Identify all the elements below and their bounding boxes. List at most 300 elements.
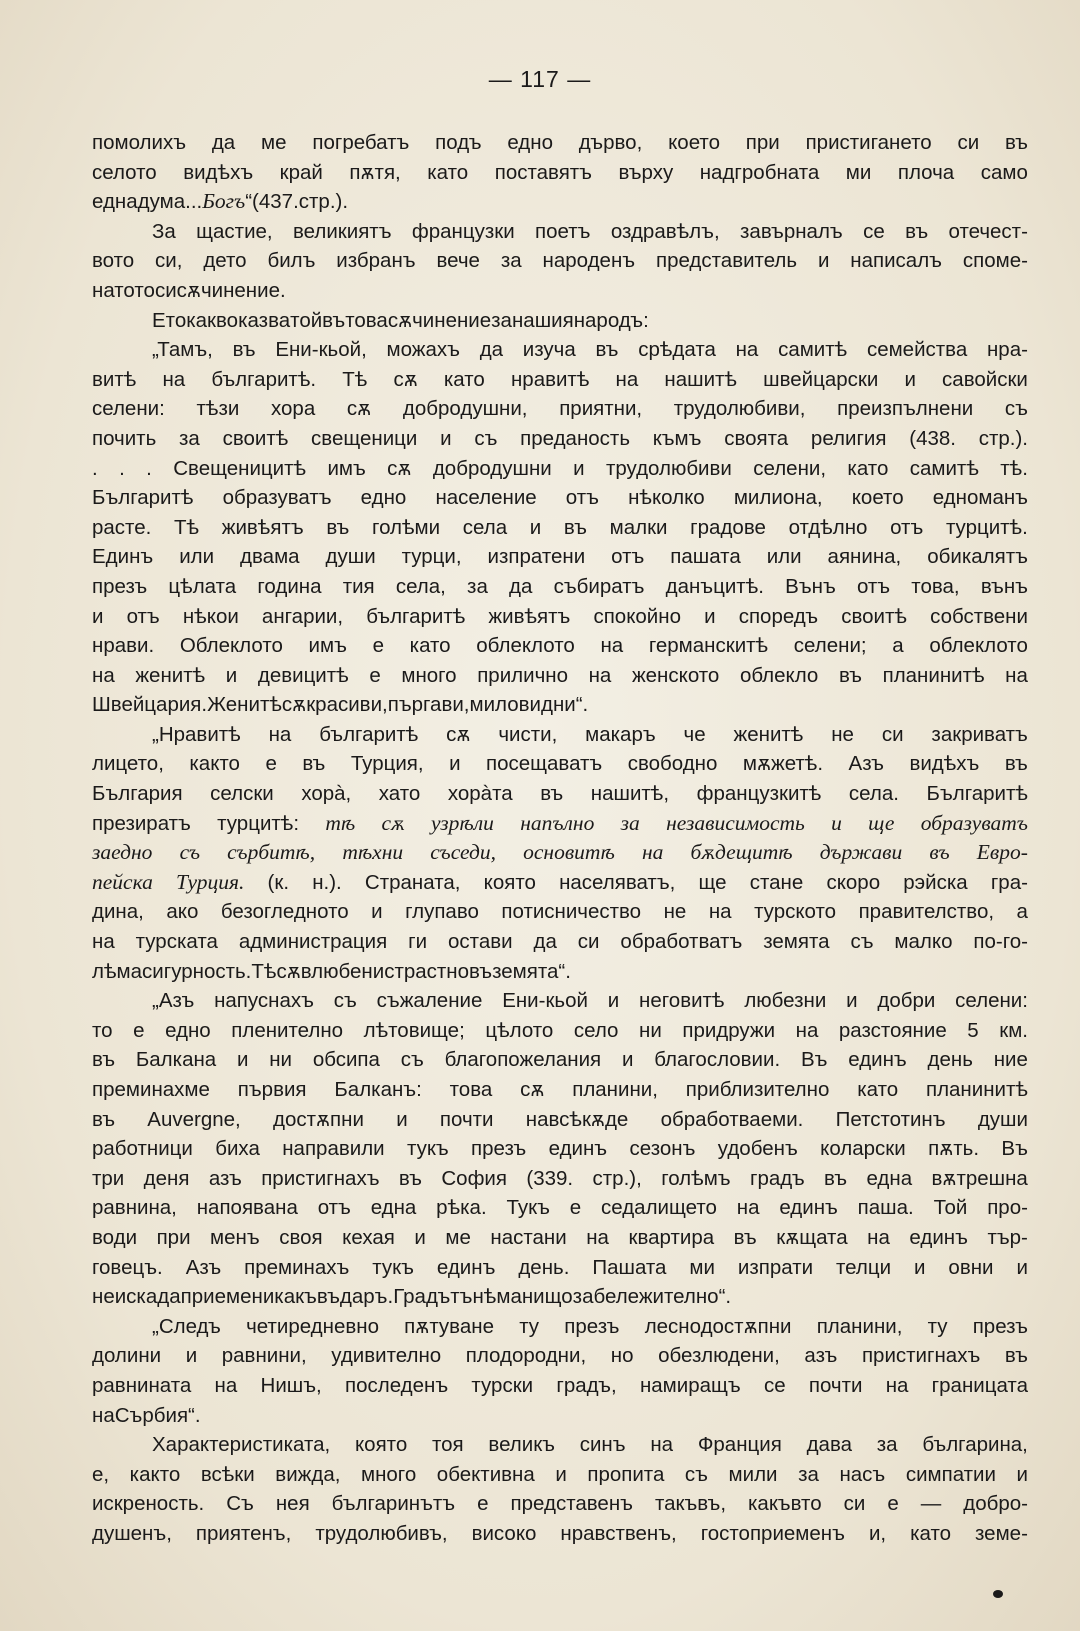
word: обикалятъ: [927, 545, 1028, 569]
word: вото: [92, 249, 135, 273]
word: написалъ: [850, 249, 942, 273]
word: като: [443, 367, 485, 391]
word: на: [92, 930, 115, 954]
word: избранъ: [336, 249, 416, 273]
word: самитѣ: [909, 456, 979, 480]
word: обсипа: [312, 1048, 380, 1072]
word: мили: [728, 1462, 778, 1486]
word: турци,: [401, 545, 462, 569]
text-line: [92, 779, 1028, 809]
word: можахъ: [386, 338, 460, 362]
word: Свещеницитѣ: [173, 456, 307, 480]
word: .: [190, 190, 197, 214]
text-line: [92, 1401, 1028, 1431]
word: семейства: [866, 338, 968, 362]
word: Градътъ: [393, 1285, 473, 1309]
ink-blot: [993, 1590, 1003, 1598]
text-line: [92, 1045, 1028, 1075]
text-line: [92, 1105, 1028, 1135]
word: на: [650, 1433, 674, 1457]
word: и: [904, 367, 916, 391]
italic-word: ще: [868, 810, 895, 835]
word: се: [863, 219, 885, 243]
word: а: [892, 634, 904, 658]
word: За: [152, 219, 176, 243]
text-line: [92, 276, 1028, 306]
word: всѣки: [200, 1462, 255, 1486]
word: удобенъ: [717, 1137, 798, 1161]
word: ми: [845, 160, 872, 184]
text-line: [92, 187, 1028, 217]
word: души: [325, 545, 376, 569]
word: лѣтовище;: [363, 1018, 465, 1042]
word: сѫ: [281, 693, 307, 717]
word: едно: [360, 486, 407, 510]
word: нашитѣ: [664, 367, 737, 391]
word: надгробната: [699, 160, 820, 184]
word: тукъ: [372, 1255, 414, 1279]
word: биха: [215, 1137, 260, 1161]
word: искреность.: [92, 1492, 205, 1516]
text-line: [92, 128, 1028, 158]
word: градове: [690, 515, 766, 539]
word: Ето: [152, 308, 187, 332]
word: земята: [763, 930, 830, 954]
word: облеклото: [929, 634, 1028, 658]
word: добри: [877, 989, 936, 1013]
word: н.).: [312, 870, 342, 894]
text-line: [92, 986, 1028, 1016]
word: на: [162, 367, 186, 391]
word: завърналъ: [740, 219, 843, 243]
word: подъ: [435, 131, 482, 154]
word: селени:: [92, 397, 165, 421]
word: про-: [987, 1196, 1028, 1220]
word: лѣма: [92, 959, 143, 983]
word: разстояние: [838, 1018, 947, 1042]
word: любезни: [744, 989, 827, 1013]
word: натото: [92, 278, 155, 302]
word: говецъ.: [92, 1255, 163, 1279]
word: че: [683, 722, 706, 746]
word: казва: [238, 308, 291, 332]
word: селени;: [793, 634, 867, 658]
text-line: [92, 957, 1028, 987]
word: видѣхъ: [909, 752, 980, 776]
word: планинитѣ: [925, 1078, 1028, 1101]
word: своитѣ: [222, 426, 289, 450]
word: (к.: [267, 870, 290, 894]
word: паша.: [857, 1196, 914, 1220]
word: имъ: [327, 456, 366, 480]
word: народъ:: [573, 308, 649, 332]
word: свещеници: [311, 426, 418, 450]
word: и: [225, 663, 238, 687]
word: земята“.: [492, 959, 571, 983]
word: на: [795, 1018, 819, 1042]
word: отдѣлно: [788, 515, 868, 539]
word: скоро: [826, 870, 881, 894]
italic-word: независимость: [666, 810, 805, 835]
word: добродушни,: [402, 397, 528, 421]
word: Страната,: [364, 870, 461, 894]
word: пашата: [670, 545, 741, 569]
word: Азъ: [185, 1255, 222, 1279]
word: приблизително: [685, 1078, 830, 1101]
word: на: [615, 367, 639, 391]
italic-word: заедно: [92, 840, 153, 865]
word: презъ: [92, 574, 148, 598]
word: работници: [92, 1137, 193, 1161]
italic-word: за: [620, 810, 640, 835]
word: милиона,: [733, 486, 823, 510]
word: администрация: [238, 930, 388, 954]
word: билъ: [267, 249, 316, 273]
word: е: [569, 1196, 582, 1220]
word: презиратъ: [92, 811, 191, 835]
word: съ: [333, 989, 357, 1013]
italic-word: съ: [179, 840, 201, 865]
word: градъ: [750, 1166, 805, 1190]
word: или: [179, 545, 215, 569]
word: поставятъ: [494, 160, 592, 184]
word: страстно: [384, 959, 470, 983]
word: България: [92, 782, 183, 806]
word: приеме: [180, 1285, 252, 1309]
word: съжаление: [376, 989, 483, 1013]
word: Единъ: [92, 545, 154, 569]
word: високо: [471, 1521, 537, 1545]
word: въ: [824, 1166, 848, 1190]
word: Нишъ,: [260, 1373, 322, 1397]
word: преминахме: [92, 1078, 210, 1101]
word: Сърбия“.: [114, 1403, 201, 1427]
word: Характеристиката,: [152, 1433, 331, 1457]
word: въ: [92, 1107, 116, 1131]
word: единъ: [909, 1225, 968, 1249]
text-line: [92, 454, 1028, 484]
italic-word: бѫдещитѣ: [690, 840, 793, 865]
word: за: [500, 249, 522, 273]
text-line: [92, 927, 1028, 957]
word: пъргави,: [387, 693, 470, 717]
word: си: [154, 278, 177, 302]
word: трудолюбиви,: [673, 397, 806, 421]
word: навсѣкѫде: [525, 1107, 629, 1131]
text-line: [92, 809, 1028, 839]
word: едно: [165, 1018, 211, 1042]
word: на: [735, 338, 759, 362]
word: въ: [733, 1225, 757, 1249]
word: дето: [203, 249, 247, 273]
word: сѫ: [446, 722, 471, 746]
text-line: [92, 602, 1028, 632]
word: квартира: [628, 1225, 715, 1249]
word: облекло: [739, 663, 819, 687]
word: рэйска: [903, 870, 968, 894]
text-line: [92, 1371, 1028, 1401]
word: при: [156, 1225, 191, 1249]
word: живѣятъ: [221, 515, 304, 539]
text-line: [92, 1282, 1028, 1312]
italic-word: образуватъ: [920, 810, 1028, 835]
word: Тукъ: [506, 1196, 550, 1220]
word: презъ: [972, 1314, 1028, 1338]
word: безогледното: [220, 900, 349, 924]
word: своитѣ: [841, 604, 907, 628]
word: той: [290, 308, 323, 332]
text-line: [92, 572, 1028, 602]
text-line: [92, 720, 1028, 750]
text-line: [92, 690, 1028, 720]
word: приятенъ,: [195, 1521, 292, 1545]
word: рѣка.: [436, 1196, 487, 1220]
italic-word: на: [641, 840, 664, 865]
word: хора: [271, 397, 316, 421]
word: менъ: [210, 1225, 260, 1249]
word: дава: [806, 1433, 853, 1457]
word: това,: [911, 574, 960, 598]
word: съ: [850, 930, 874, 954]
word: облеклото: [476, 634, 575, 658]
word: Балкана: [135, 1048, 217, 1072]
word: седалището: [601, 1196, 717, 1220]
word: настани: [490, 1225, 567, 1249]
word: гостоприеменъ: [700, 1521, 845, 1545]
word: хато: [378, 782, 421, 806]
word: и: [704, 604, 716, 628]
word: какво: [186, 308, 239, 332]
word: и: [607, 989, 620, 1013]
word: вижда,: [275, 1462, 341, 1486]
word: тия: [342, 574, 375, 598]
word: въ: [469, 959, 493, 983]
word: Тѣ: [173, 515, 200, 539]
word: въ: [1004, 752, 1028, 776]
word: хорàта: [447, 782, 513, 806]
word: изпрати: [737, 1255, 814, 1279]
word: земе-: [975, 1521, 1028, 1545]
word: и: [846, 989, 858, 1013]
italic-word: пейска: [92, 869, 153, 894]
text-line: [92, 1164, 1028, 1194]
text-line: [92, 1519, 1028, 1549]
word: нравитѣ: [510, 367, 590, 391]
word: да: [211, 131, 236, 154]
word: (339.: [526, 1166, 574, 1190]
word: това: [449, 1078, 493, 1101]
word: сѫчинение.: [176, 278, 286, 302]
word: добродушни: [432, 456, 552, 480]
word: села: [462, 515, 508, 539]
word: да: [479, 338, 504, 362]
word: Той: [933, 1196, 968, 1220]
word: 5: [967, 1018, 979, 1042]
word: отъ: [611, 545, 645, 569]
italic-word: узрѣли: [431, 810, 494, 835]
word: религия: [810, 426, 887, 450]
word: единъ: [436, 1255, 496, 1279]
word: вѫтрешна: [931, 1166, 1028, 1190]
word: която: [483, 870, 536, 894]
word: въ: [1004, 1344, 1028, 1368]
word: народенъ: [542, 249, 636, 273]
word: .: [92, 456, 98, 480]
word: за: [491, 308, 512, 332]
word: симпатии: [905, 1462, 996, 1486]
word: леснодостѫпни: [644, 1314, 792, 1338]
word: обработваеми.: [660, 1107, 804, 1131]
word: дума: [137, 190, 186, 214]
word: посещаватъ: [485, 752, 603, 776]
word: ако: [166, 900, 199, 924]
word: азъ: [208, 1166, 242, 1190]
word: което: [668, 131, 720, 154]
word: дърво,: [578, 131, 643, 154]
word: Азъ: [848, 752, 884, 776]
word: въ: [398, 1166, 422, 1190]
word: неговитѣ: [639, 989, 725, 1013]
text-line: [92, 1341, 1028, 1371]
word: кехая: [342, 1225, 395, 1249]
word: Въ: [800, 1048, 828, 1072]
word: равнина,: [92, 1196, 177, 1220]
word: „Следъ: [152, 1314, 221, 1338]
word: границата: [931, 1373, 1028, 1397]
word: Женитѣ: [207, 693, 282, 717]
word: голѣмъ: [661, 1166, 731, 1190]
italic-word: тѣ: [325, 810, 356, 835]
word: Турция,: [350, 752, 424, 776]
word: въ: [905, 219, 929, 243]
word: ще: [698, 870, 727, 894]
word: селски: [210, 782, 274, 806]
word: французки: [411, 219, 515, 243]
italic-word: държави: [819, 840, 903, 865]
word: ни: [639, 1018, 662, 1042]
word: като: [427, 160, 469, 184]
word: въ: [563, 515, 587, 539]
word: и: [914, 1255, 926, 1279]
word: ту: [519, 1314, 540, 1338]
word: сѫ: [520, 1078, 545, 1101]
word: прилично: [477, 663, 568, 687]
word: и: [92, 604, 104, 628]
word: село: [573, 1018, 619, 1042]
word: е: [133, 1018, 145, 1042]
word: много: [401, 663, 457, 687]
text-line: [92, 838, 1028, 868]
word: е: [477, 1492, 489, 1516]
word: отечест-: [948, 219, 1028, 243]
text-line: [92, 365, 1028, 395]
word: планини,: [572, 1078, 658, 1101]
word: на: [214, 1373, 238, 1397]
word: .: [146, 456, 152, 480]
word: населяватъ,: [559, 870, 676, 894]
word: и: [449, 752, 461, 776]
word: за: [467, 574, 488, 598]
word: тѣ.: [1000, 456, 1028, 480]
word: влюбени: [300, 959, 385, 983]
word: вънъ: [980, 574, 1028, 598]
text-line: [92, 306, 1028, 336]
word: пристигането: [805, 131, 932, 154]
word: стр.).: [978, 426, 1028, 450]
word: турцитѣ.: [945, 515, 1028, 539]
word: пѫть.: [928, 1137, 980, 1161]
text-line: [92, 1312, 1028, 1342]
word: —: [920, 1492, 942, 1516]
word: представенъ: [510, 1492, 633, 1516]
word: за: [798, 1462, 819, 1486]
word: една: [370, 1196, 417, 1220]
word: чисти,: [498, 722, 558, 746]
word: трудолюбиви: [605, 456, 732, 480]
word: почить: [92, 426, 157, 450]
word: почти: [439, 1107, 494, 1131]
word: собствени: [930, 604, 1028, 628]
text-line: [92, 661, 1028, 691]
word: Франция: [697, 1433, 782, 1457]
word: и,: [868, 1521, 887, 1545]
word: и: [414, 1225, 426, 1249]
word: турската: [135, 930, 218, 954]
word: придружи: [682, 1018, 776, 1042]
word: мѫжетѣ.: [742, 752, 824, 776]
word: въ: [322, 308, 346, 332]
italic-word: Турция.: [176, 869, 245, 894]
word: насъ: [839, 1462, 886, 1486]
word: .: [196, 190, 203, 214]
word: живѣятъ: [488, 604, 571, 628]
word: едноманъ: [932, 486, 1028, 510]
word: женитѣ: [135, 663, 206, 687]
word: отъ: [565, 486, 599, 510]
word: това: [345, 308, 388, 332]
word: нѣкои: [182, 604, 239, 628]
word: почти: [808, 1373, 863, 1397]
italic-word: Евро-: [976, 840, 1028, 865]
word: даръ.: [339, 1285, 394, 1309]
word: ме: [261, 131, 287, 154]
word: само: [980, 160, 1028, 184]
word: четиредневно: [246, 1314, 379, 1338]
word: на: [92, 1403, 115, 1427]
word: пленително: [231, 1018, 344, 1042]
word: преминахъ: [244, 1255, 350, 1279]
word: на: [588, 663, 612, 687]
word: Auvergne,: [147, 1107, 241, 1131]
word: е: [369, 663, 381, 687]
text-line: [92, 246, 1028, 276]
text-line: [92, 1253, 1028, 1283]
word: тѣзи: [196, 397, 240, 421]
word: овни: [948, 1255, 994, 1279]
text-line: [92, 749, 1028, 779]
word: двама: [240, 545, 300, 569]
word: оздравѣлъ,: [610, 219, 720, 243]
word: и: [371, 900, 383, 924]
word: българитѣ: [366, 604, 466, 628]
word: нѣколко: [628, 486, 705, 510]
word: година: [257, 574, 322, 598]
word: великъ: [488, 1433, 555, 1457]
word: и: [573, 456, 585, 480]
word: изуча: [522, 338, 576, 362]
word: население: [435, 486, 537, 510]
word: синъ: [579, 1433, 626, 1457]
